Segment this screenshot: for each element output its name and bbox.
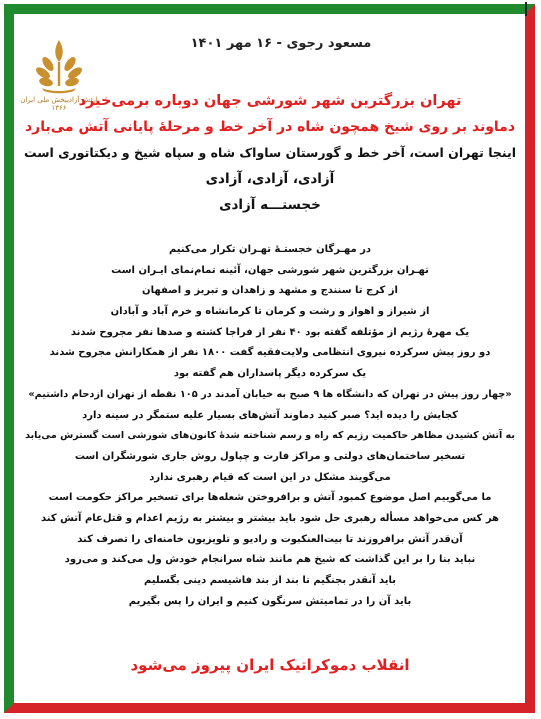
body-line: تهـران بزرگترین شهر شورشی جهان، آئینه تمام‌نمای ایـران است <box>111 264 429 276</box>
logo-caption: ارتش آزادیبخش ملی ایران ۱۳۶۶ <box>20 96 98 112</box>
body-line: ما می‌گوییم اصل موضوع کمبود آتش و برافروختن شعله‌ها برای تسخیر مراکز حکومت است <box>48 492 492 504</box>
headline-blessed-freedom: خجستـــه آزادی <box>219 197 321 213</box>
byline: مسعود رجوی - ۱۶ مهر ۱۴۰۱ <box>190 36 372 51</box>
headline-sub: دماوند بر روی شیخ همچون شاه در آخر خط و مرحلهٔ پایانی آتش می‌بارد <box>24 119 516 135</box>
body-line: دو روز پیش سرکرده نیروی انتظامی ولایت‌فقیه گفت ۱۸۰۰ نفر از همکارانش مجروح شدند <box>49 347 491 359</box>
body-line: کجایش را دیده اید؟ صبر کنید دماوند آتش‌های بسیار علیه ستمگر در سینه دارد <box>82 409 458 421</box>
headline-tehran: اینجا تهران است، آخر خط و گورستان ساواک شاه و سپاه شیخ و دیکتاتوری است <box>23 145 516 160</box>
body-line: باید آنقدر بجنگیم تا بند از بند فاشیسم دینی بگسلیم <box>143 575 397 586</box>
body-line: باید آن را در تمامیتش سرنگون کنیم و ایران را پس بگیریم <box>128 595 412 607</box>
body-line: یک سرکرده دیگر پاسداران هم گفته بود <box>173 368 367 380</box>
body-line: تسخیر ساختمان‌های دولتی و مراکز فارت و چپاول روش جاری شورشگران است <box>74 450 466 462</box>
body-line: از شیراز و اهواز و رشت و کرمان تا کرمانشاه و خرم آباد و آبادان <box>110 306 430 318</box>
closing-slogan: انقلاب دموکراتیک ایران پیروز می‌شود <box>130 656 410 674</box>
headline-freedom: آزادی، آزادی، آزادی <box>205 171 335 187</box>
headline-block <box>24 88 516 218</box>
body-line: هر کس می‌خواهد مسأله رهبری حل شود باید بیشتر و بیشتر به رژیم اعدام و قتل‌عام آتش کند <box>41 512 499 524</box>
body-line: از کرج تا سنندج و مشهد و زاهدان و تبریز و اصفهان <box>142 285 398 297</box>
headline-main: تهران بزرگترین شهر شورشی جهان دوباره برمی‌خیزد <box>78 93 462 109</box>
wheat-wreath-icon <box>28 34 90 96</box>
body-line: «چهار روز پیش در تهران که دانشگاه ها ۹ صبح به خیابان آمدند در ۱۰۵ نقطه از تهران ازدحام داشتیم» <box>28 388 512 400</box>
body-line: آن‌قدر آتش برافروزند تا بیت‌العنکبوت و رادیو و تلویزیون خامنه‌ای را تصرف کند <box>77 533 463 545</box>
body-line: به آتش کشیدن مظاهر حاکمیت رژیم که راه و رسم شناخته شدهٔ کانون‌های شورشی است گسترش می‌یابد <box>25 430 515 442</box>
body-line: در مهـرگان خجستـهٔ تهـران تکرار می‌کنیم <box>168 244 372 255</box>
body-line: می‌گویند مشکل در این است که قیام رهبری ندارد <box>149 471 391 483</box>
text-cursor-mark <box>525 2 527 16</box>
body-text <box>24 240 516 612</box>
body-line: یک مهرهٔ رژیم از مؤتلفه گفته بود ۴۰ نفر از فراجا کشته و صدها نفر مجروح شدند <box>70 326 470 338</box>
body-line: نباید بنا را بر این گذاشت که شیخ هم مانند شاه سرانجام خودش ول می‌کند و می‌رود <box>64 554 476 566</box>
